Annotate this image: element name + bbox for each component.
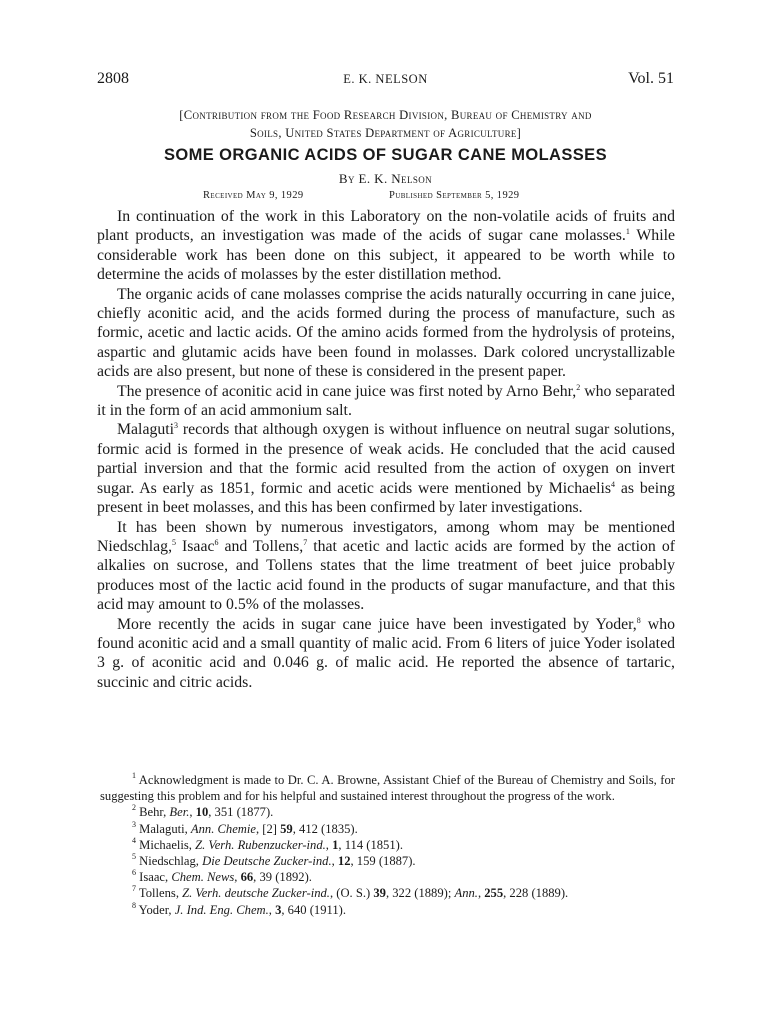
footnote-text: Michaelis, bbox=[136, 837, 196, 852]
footnote-number: 1 bbox=[132, 771, 136, 780]
journal-name: Ber. bbox=[169, 805, 190, 820]
volume: 255 bbox=[484, 886, 504, 901]
footnote-3 bbox=[100, 821, 675, 837]
footnote-text: , 159 (1887). bbox=[350, 854, 416, 869]
footnote-ref[interactable]: 1 bbox=[625, 227, 630, 237]
paragraph-2: The organic acids of cane molasses comprise the acids naturally occurring in cane juice, chiefly aconitic acid, and the acids formed during the process of manufacture, such as formic, acetic and lactic acids. Of the amino acids formed from the hydrolysis of proteins, aspartic and glutamic acids have been found in molasses. Dark colored uncrystallizable acids are also present, but none of these is considered in the present paper. bbox=[97, 285, 675, 381]
journal-name: Ann. Chemie bbox=[190, 821, 256, 836]
footnote-text: Malaguti, bbox=[136, 821, 191, 836]
paragraph-3 bbox=[97, 382, 675, 421]
footnote-text: , bbox=[477, 886, 485, 901]
footnote-text: Isaac, bbox=[136, 870, 172, 885]
volume: 12 bbox=[337, 854, 351, 869]
volume: 39 bbox=[373, 886, 386, 901]
footnote-text: , bbox=[331, 854, 338, 869]
footnote-number: 2 bbox=[132, 803, 136, 813]
footnote-ref[interactable]: 8 bbox=[636, 615, 641, 625]
footnote-text: , (O. S.) bbox=[329, 886, 374, 901]
footnotes bbox=[100, 772, 675, 918]
running-head bbox=[97, 70, 674, 92]
text-run: More recently the acids in sugar cane juice have been investigated by Yoder, bbox=[117, 615, 637, 633]
footnote-ref[interactable]: 6 bbox=[214, 537, 219, 547]
text-run: The presence of aconitic acid in cane juice was first noted by Arno Behr, bbox=[117, 382, 577, 400]
volume: 66 bbox=[240, 870, 254, 885]
footnote-text: , 640 (1911). bbox=[281, 902, 346, 917]
footnote-number: 3 bbox=[132, 819, 136, 829]
running-author: E. K. NELSON bbox=[343, 72, 428, 86]
paragraph-4 bbox=[97, 420, 675, 517]
footnote-7 bbox=[100, 885, 675, 901]
text-run: who separated it in the form of an acid ammonium salt. bbox=[97, 382, 676, 420]
footnote-text: , bbox=[234, 870, 241, 885]
footnote-text: , 322 (1889); bbox=[385, 886, 455, 901]
footnote-text: Niedschlag, bbox=[136, 854, 203, 869]
paragraph-5 bbox=[97, 518, 675, 615]
published-date: Published September 5, 1929 bbox=[389, 190, 520, 201]
volume: 3 bbox=[275, 902, 282, 917]
text-run: as being present in beet molasses, and this has been confirmed by later investigations. bbox=[97, 479, 675, 517]
contribution-line-2: Soils, United States Department of Agriculture] bbox=[249, 126, 522, 140]
footnote-8 bbox=[100, 902, 675, 918]
volume-number: Vol. 51 bbox=[628, 70, 674, 87]
footnote-text: Acknowledgment is made to Dr. C. A. Browne, Assistant Chief of the Bureau of Chemistry and Soils, for suggesting this problem and for his helpful and sustained interest throughout the progress of the work. bbox=[100, 773, 675, 804]
footnote-number: 6 bbox=[132, 868, 136, 878]
footnote-ref[interactable]: 7 bbox=[303, 537, 308, 547]
paragraph-1 bbox=[97, 207, 675, 285]
journal-name: Ann. bbox=[454, 886, 478, 901]
volume: 59 bbox=[280, 821, 293, 836]
footnote-ref[interactable]: 2 bbox=[576, 382, 581, 392]
text-run: who found aconitic acid and a small quantity of malic acid. From 6 liters of juice Yoder isolated 3 g. of aconitic acid and 0.046 g. of malic acid. He reported the absence of tartaric, succinic and citric acids. bbox=[97, 615, 676, 691]
article-title: SOME ORGANIC ACIDS OF SUGAR CANE MOLASSES bbox=[164, 146, 607, 164]
article-body bbox=[97, 207, 675, 692]
footnote-text: , 412 (1835). bbox=[292, 821, 358, 836]
contribution-note bbox=[97, 106, 674, 142]
footnote-5 bbox=[100, 853, 675, 869]
footnote-text: , 114 (1851). bbox=[338, 837, 403, 852]
footnote-text: , 39 (1892). bbox=[253, 870, 312, 885]
paragraph-6 bbox=[97, 615, 675, 693]
footnote-ref[interactable]: 4 bbox=[611, 479, 616, 489]
footnote-number: 4 bbox=[132, 835, 136, 845]
text-run: Malaguti bbox=[117, 421, 175, 439]
author-byline: By E. K. Nelson bbox=[338, 171, 433, 186]
journal-name: J. Ind. Eng. Chem. bbox=[174, 902, 269, 917]
text-run: Isaac bbox=[176, 537, 215, 555]
footnote-6 bbox=[100, 869, 675, 885]
footnote-text: Yoder, bbox=[136, 902, 175, 917]
text-run: While considerable work has been done on this subject, it appeared to be worth while to determine the acids of molasses by the ester distillation method. bbox=[97, 227, 675, 284]
footnote-1 bbox=[100, 772, 675, 804]
footnote-2 bbox=[100, 804, 675, 820]
page-number: 2808 bbox=[97, 70, 129, 87]
received-date: Received May 9, 1929 bbox=[203, 190, 304, 201]
footnote-text: , [2] bbox=[255, 821, 281, 836]
footnote-text: Tollens, bbox=[136, 886, 183, 901]
volume: 10 bbox=[195, 805, 209, 820]
footnote-ref[interactable]: 3 bbox=[174, 421, 179, 431]
text-run: In continuation of the work in this Laboratory on the non-volatile acids of fruits and plant products, an investigation was made of the acids of sugar cane molasses. bbox=[97, 208, 675, 245]
footnote-text: Behr, bbox=[136, 805, 170, 820]
text-run: It has been shown by numerous investigators, among whom may be mentioned Niedschlag, bbox=[97, 518, 675, 555]
footnote-text: , 228 (1889). bbox=[503, 886, 569, 901]
footnote-text: , 351 (1877). bbox=[208, 805, 274, 820]
journal-name: Die Deutsche Zucker-ind. bbox=[202, 854, 332, 869]
footnote-number: 5 bbox=[132, 852, 136, 862]
journal-name: Z. Verh. deutsche Zucker-ind. bbox=[182, 886, 330, 901]
footnote-text: , bbox=[325, 837, 333, 852]
contribution-line-1: [Contribution from the Food Research Division, Bureau of Chemistry and bbox=[179, 108, 592, 122]
journal-name: Z. Verh. Rubenzucker-ind. bbox=[195, 837, 326, 852]
volume: 1 bbox=[332, 837, 339, 852]
journal-name: Chem. News bbox=[171, 870, 235, 885]
footnote-text: , bbox=[268, 902, 276, 917]
footnote-4 bbox=[100, 837, 675, 853]
text-run: and Tollens, bbox=[218, 537, 304, 555]
text-run: that acetic and lactic acids are formed by the action of alkalies on sucrose, and Tollens states that the lime treatment of beet juice probably produces most of the lactic acid found in the products of sugar manufacture, and that this acid may amount to 0.5% of the molasses. bbox=[97, 537, 675, 614]
footnote-text: , bbox=[189, 805, 196, 820]
footnote-number: 8 bbox=[132, 900, 136, 910]
text-run: records that although oxygen is without influence on neutral sugar solutions, formic acid is formed in the presence of weak acids. He concluded that the acid caused partial inversion and that the formic acid resulted from the action of oxygen on invert sugar. As early as 1851, formic and acetic acids were mentioned by Michaelis bbox=[97, 421, 675, 497]
footnote-number: 7 bbox=[132, 884, 136, 894]
footnote-ref[interactable]: 5 bbox=[172, 537, 177, 547]
publication-dates bbox=[97, 190, 674, 204]
